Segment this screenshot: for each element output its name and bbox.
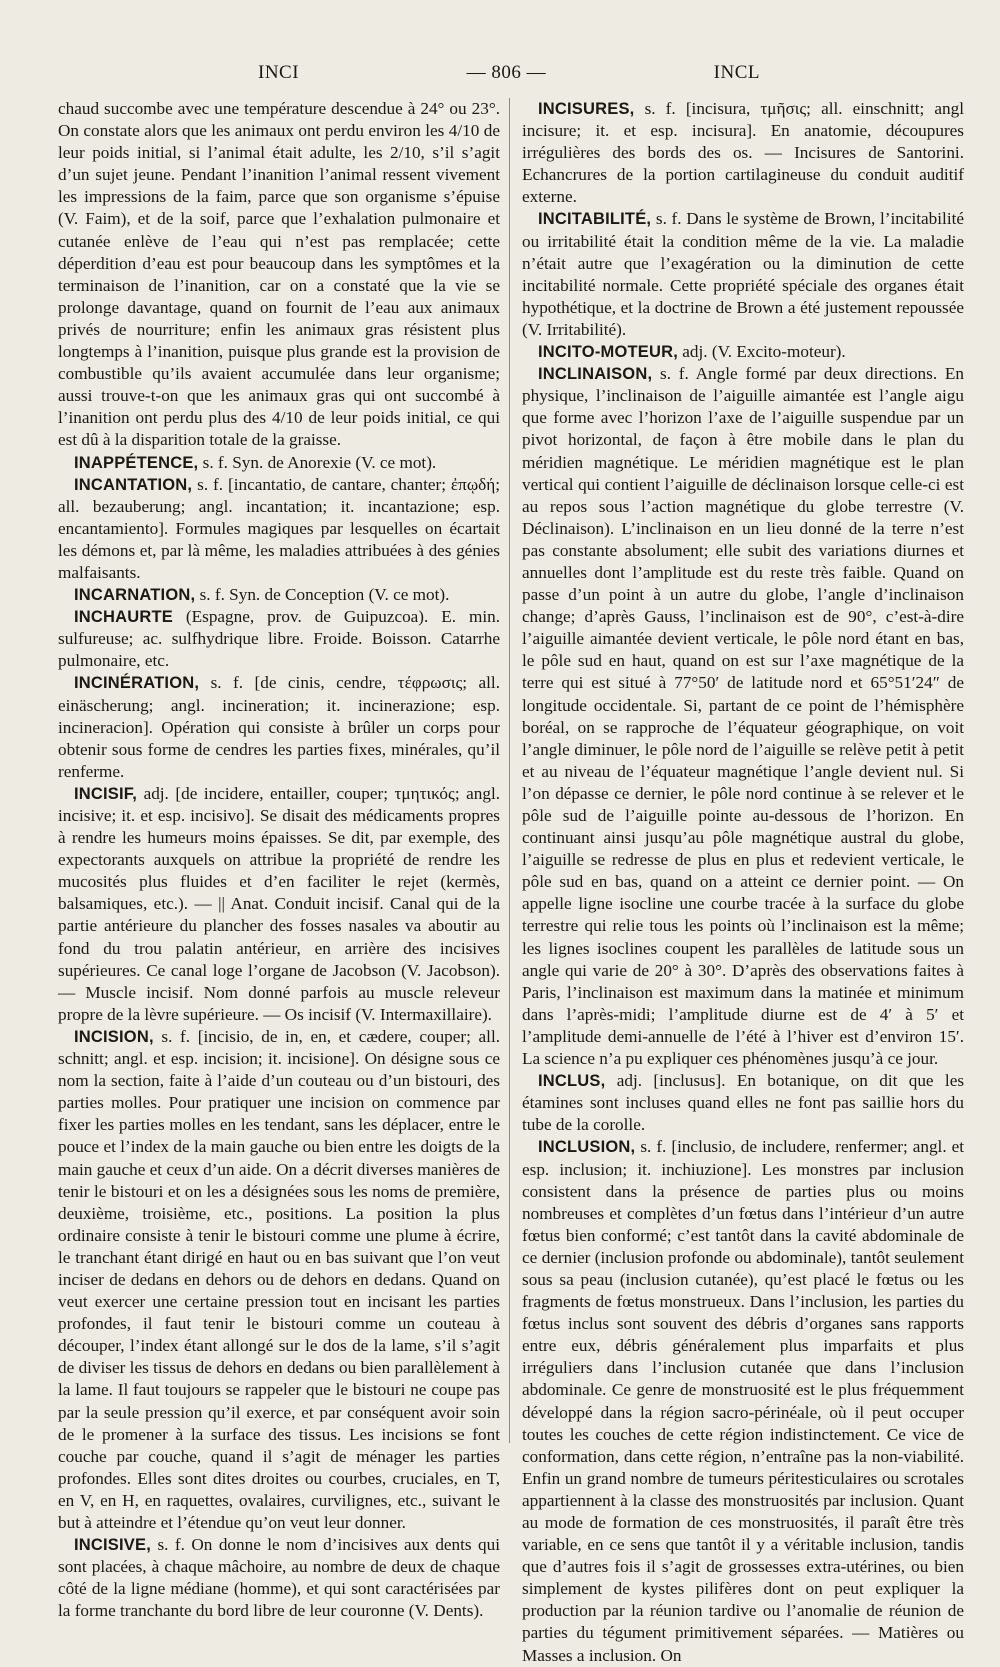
headword: INCITABILITÉ,: [538, 210, 652, 229]
grammar-tag: s. f.: [660, 364, 689, 384]
entry-incineration: [58, 672, 500, 782]
entry-inclus: [522, 1070, 964, 1136]
entry-incantation: [58, 474, 500, 584]
entry-text: [incisio, de in, en, et cædere, couper; all. schnitt; angl. et esp. incision; it. incisione]. On désigne sous ce nom la section, faite à l’aide d’un couteau ou d’un bistouri, des parties molles. Pour pratiquer une incision on commence par fixer les parties molles en les tendant, sans les déplacer, entre le pouce et l’index de la main gauche ou bien entre les doigts de la main gauche et ceux d’un aide. On a décrit diverses manières de tenir le bistouri et on les a désignées sous les noms de première, deuxième, troisième, etc., positions. La position la plus ordinaire consiste à tenir le bistouri comme une plume à écrire, le tranchant étant dirigé en haut ou en bas suivant que l’on veut inciser de dedans en dehors ou de dehors en dedans. Quand on veut exercer une certaine pression tout en incisant les parties profondes, il faut tenir le bistouri comme un couteau à découper, l’index étant allongé sur le dos de la lame, s’il s’agit de diviser les tissus de dehors en dedans ou bien parallèlement à la lame. Il faut toujours se rappeler que le bistouri ne coupe pas par la seule pression qu’il exerce, et par conséquent avoir soin de le promener à la surface des tissus. Les incisions se font couche par couche, quand il s’agit de ménager les parties profondes. Elles sont dites droites ou courbes, cruciales, en T, en V, en H, en raquettes, ovalaires, curvilignes, etc., suivant le but à atteindre et l’étendue qu’on veut leur donner.: [58, 1026, 501, 1532]
entry-text: (V. Excito-moteur).: [711, 342, 846, 362]
entry-text: On donne le nom d’incisives aux dents qui sont placées, à chaque mâchoire, au nombre de deux de chaque côté de la ligne médiane (homme), et qui sont caractérisées par la forme tranchante du bord libre de leur couronne (V. Dents).: [58, 1535, 501, 1621]
page-number: — 806 —: [466, 62, 547, 83]
entry-inclinaison: [522, 363, 964, 1070]
entry-text: [inclusus]. En botanique, on dit que les étamines sont incluses quand elles ne font pas saillie hors du tube de la corolle.: [522, 1071, 965, 1135]
entry-text: Syn. de Anorexie (V. ce mot).: [232, 452, 437, 472]
entry-text: [inclusio, de includere, renfermer; angl. et esp. inclusion; it. inchiuzione]. Les monstres par inclusion consistent dans la présence de parties plus ou moins nombreuses et complètes d’un fœtus dans l’intérieur d’un autre fœtus bien conformé; c’est tantôt dans la cavité abdominale de ce dernier (inclusion profonde ou abdominale), tantôt seulement sous sa peau (inclusion cutanée), qu’est placé le fœtus ou les fragments de fœtus monstrueux. Dans l’inclusion, les parties du fœtus inclus sont souvent des débris d’organes sans rapports entre eux, débris généralement plus imparfaits et plus irréguliers dans l’inclusion cutanée que dans l’inclusion abdominale. Ce genre de monstruosité est le plus fréquemment développé dans la région sacro-périnéale, où il peut occuper toutes les couches de cette région indistinctement. Ce vice de conformation, dans cette région, n’entraîne pas la non-viabilité. Enfin un grand nombre de tumeurs péritesticulaires ou scrotales appartiennent à la classe des monstruosités par inclusion. Quant au mode de formation de ces monstruosités, il paraît être très variable, en ce sens que tantôt il y a véritable inclusion, tandis que d’autres fois il s’agit de grossesses extra-utérines, ou bien simplement de kystes pilifères dont on peut expliquer la production par la réunion tardive ou l’anomalie de réunion de parties du tégument primitivement séparées. — Matières ou Masses a inclusion. On: [522, 1137, 965, 1665]
grammar-tag: s. f.: [655, 209, 682, 229]
headword: INCITO-MOTEUR,: [538, 343, 678, 362]
right-column: [522, 98, 964, 1667]
entry-text: Dans le système de Brown, l’incitabilité ou irritabilité était la condition même de la vie. La maladie n’était autre que l’exagération ou la diminution de cette incitabilité normale. Cette propriété spéciale des organes était hypothétique, et la doctrine de Brown a été justement repoussée (V. Irritabilité).: [522, 209, 964, 339]
grammar-tag: s. f.: [197, 474, 224, 494]
headword: INCISURES,: [538, 100, 635, 118]
headword: INAPPÉTENCE,: [74, 453, 199, 472]
column-divider: [509, 98, 510, 1443]
two-column-body: [58, 98, 965, 1667]
entry-incito-moteur: [522, 341, 964, 363]
grammar-tag: adj.: [616, 1071, 643, 1091]
entry-inappetence: [58, 452, 500, 474]
headword: INCISIVE,: [74, 1536, 151, 1555]
grammar-tag: adj.: [143, 783, 169, 803]
headword: INCISIF,: [74, 784, 138, 803]
grammar-tag: s. f.: [644, 99, 676, 118]
entry-text: [incisura, τμῆσις; all. einschnitt; angl incisure; it. et esp. incisura]. En anatomie, découpures irrégulières des bords des os. — Incisures de Santorini. Echancrures de la portion cartilagineuse du conduit auditif externe.: [522, 99, 964, 207]
headword: INCLUS,: [538, 1072, 606, 1091]
entry-text: [de incidere, entailler, couper; τμητικός; angl. incisive; it. et esp. incisivo]. Se disait des médicaments propres à rendre les humeurs moins épaisses. Se dit, par exemple, des expectorants auxquels on attribue la propriété de rendre les mucosités plus fluides et d’en faciliter le rejet (kermès, balsamiques, etc.). — || Anat. Conduit incisif. Canal qui de la partie antérieure du plancher des fosses nasales va aboutir au fond du trou palatin antérieur, en arrière des incisives supérieures. Ce canal loge l’organe de Jacobson (V. Jacobson). — Muscle incisif. Nom donné parfois au muscle releveur propre de la lèvre supérieure. — Os incisif (V. Intermaxillaire).: [58, 783, 501, 1024]
grammar-tag: s. f.: [640, 1137, 667, 1157]
entry-text: chaud succombe avec une température descendue à 24° ou 23°. On constate alors que les animaux ont perdu environ les 4/10 de leur poids initial, si l’animal était adulte, les 2/10, s’il s’agit d’un sujet jeune. Pendant l’inanition l’animal ressent vivement les impressions de la faim, parce que son organisme s’épuise (V. Faim), et de la soif, parce que l’exhalation pulmonaire et cutanée enlève de l’eau qui n’est pas remplacée; cette déperdition d’eau est pour beaucoup dans les symptômes et la terminaison de l’inanition, car on a constaté que la vie se prolonge davantage, quand on fournit de l’eau aux animaux privés de nourriture; enfin les animaux gras résistent plus longtemps à l’inanition, puisque plus grande est la provision de combustible qu’ils avaient accumulée dans leur organisme; aussi trouve-t-on que les animaux gras qui ont succombé à l’inanition ont perdu plus des 4/10 de leur poids initial, ce qui est dû à la disparition totale de la graisse.: [58, 99, 500, 450]
entry-text: (Espagne, prov. de Guipuzcoa). E. min. sulfureuse; ac. sulfhydrique libre. Froide. Boisson. Catarrhe pulmonaire, etc.: [58, 607, 501, 671]
entry-text: Syn. de Conception (V. ce mot).: [229, 585, 450, 605]
grammar-tag: s. f.: [210, 673, 244, 693]
grammar-tag: s. f.: [202, 452, 228, 472]
grammar-tag: adj.: [682, 342, 708, 362]
grammar-tag: s. f.: [199, 585, 225, 605]
headword: INCANTATION,: [74, 475, 193, 494]
entry-incitabilite: [522, 208, 964, 341]
headword: INCLUSION,: [538, 1138, 636, 1157]
grammar-tag: s. f.: [161, 1026, 191, 1046]
running-head: [58, 62, 956, 84]
entry-incisures: [522, 98, 964, 208]
entry-incarnation: [58, 584, 500, 606]
headword: INCINÉRATION,: [74, 674, 200, 693]
headword: INCARNATION,: [74, 586, 196, 605]
entry-incision: [58, 1026, 500, 1534]
header-right-guideword: INCL: [713, 62, 760, 83]
entry-continuation: [58, 98, 500, 452]
entry-inclusion: [522, 1136, 964, 1666]
entry-text: Angle formé par deux directions. En physique, l’inclinaison de l’aiguille aimantée est l’angle aigu que forme avec l’horizon l’axe de l’aiguille suspendue par un pivot horizontal, de façon à être mobile dans le plan du méridien magnétique. Le méridien magnétique est le plan vertical qui contient l’aiguille de déclinaison lorsque celle-ci est au repos sous l’action magnétique du globe terrestre (V. Déclinaison). L’inclinaison en un lieu donné de la terre n’est pas constante absolument; elle subit des variations diurnes et annuelles dont l’amplitude est du reste très faible. Quand on passe d’un point à un autre du globe, l’angle d’inclinaison change; d’après Gauss, l’inclinaison est de 90°, c’est-à-dire l’aiguille aimantée devient verticale, le pôle nord étant en bas, le pôle sud en haut, quand on est sur l’axe magnétique de la terre qui est situé à 77°50′ de latitude nord et 65°51′24″ de longitude occidentale. Si, partant de ce point de l’hémisphère boréal, on se rapproche de l’équateur géographique, on voit l’angle diminuer, le pôle nord de l’aiguille se relève petit à petit et au niveau de l’équateur magnétique l’angle devient nul. Si l’on dépasse ce dernier, le pôle nord continue à se relever et le pôle sud de l’aiguille pointe au-dessous de l’horizon. En continuant ainsi jusqu’au pôle magnétique austral du globe, l’aiguille se redresse de plus en plus et redevient verticale, le pôle sud en bas, quand on a atteint ce dernier point. — On appelle ligne isocline une courbe tracée à la surface du globe terrestre qui relie tous les points où l’inclinaison est la même; les lignes isoclines coupent les parallèles de latitude sous un angle qui varie de 20° à 30°. D’après des observations faites à Paris, l’inclinaison est maximum dans la matinée et minimum dans l’après-midi; l’amplitude diurne est de 4′ à 5′ et l’amplitude demi-annuelle de l’été à l’hiver est d’environ 15′. La science n’a pu expliquer ces phénomènes jusqu’à ce jour.: [522, 364, 964, 1069]
grammar-tag: s. f.: [157, 1535, 185, 1555]
left-column: [58, 98, 500, 1667]
headword: INCHAURTE: [74, 608, 173, 627]
headword: INCISION,: [74, 1027, 154, 1046]
entry-incisif: [58, 783, 500, 1026]
headword: INCLINAISON,: [538, 365, 653, 384]
entry-text: [de cinis, cendre, τέφρωσις; all. einäscherung; angl. incineration; it. incinerazione; esp. incineracion]. Opération qui consiste à brûler un corps pour obtenir sous forme de cendres les parties fixes, minérales, qu’il renferme.: [58, 673, 500, 781]
entry-inchaurte: [58, 606, 500, 672]
header-left-guideword: INCI: [258, 62, 300, 83]
entry-text: [incantatio, de cantare, chanter; ἐπῳδή; all. bezauberung; angl. incantation; it. incantazione; esp. encantamiento]. Formules magiques par lesquelles on écartait les démons et, par là même, les maladies attribuées à des génies malfaisants.: [58, 474, 500, 582]
entry-incisive: [58, 1534, 500, 1622]
